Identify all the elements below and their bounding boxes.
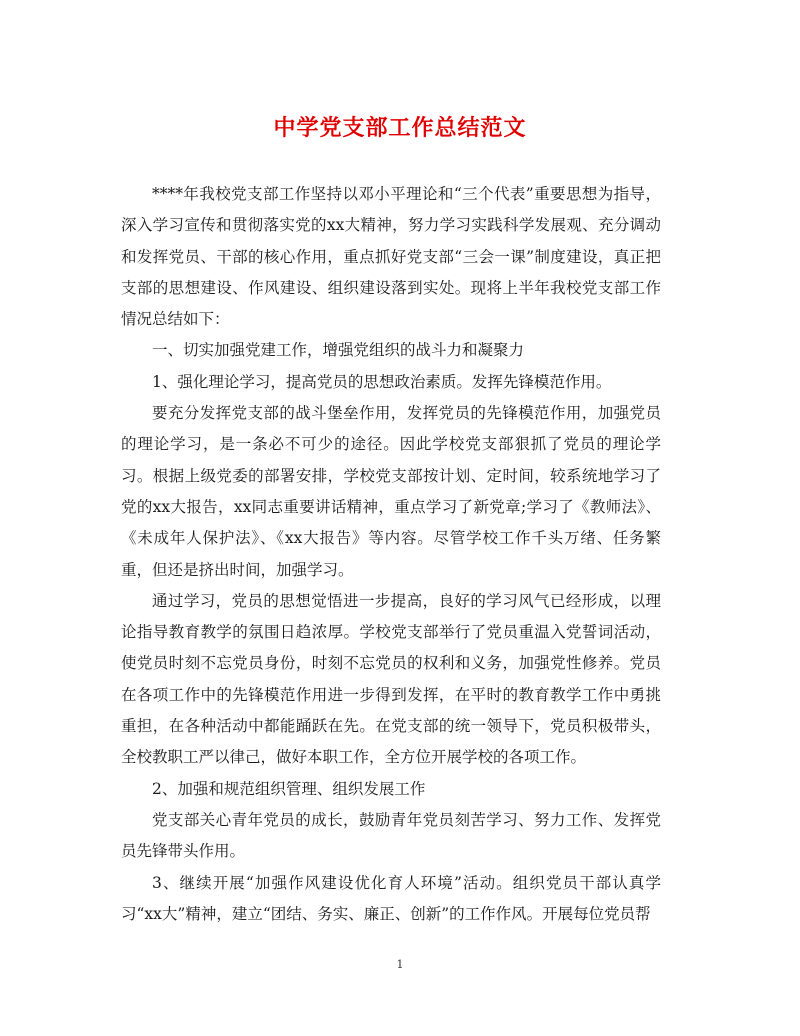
document-body	[121, 179, 661, 930]
paragraph-theory-study: 要充分发挥党支部的战斗堡垒作用，发挥党员的先锋模范作用，加强党员的理论学习，是一条必不可少的途径。因此学校党支部狠抓了党员的理论学习。根据上级党委的部署安排，学校党支部按计划、定时间，较系统地学习了党的xx大报告，xx同志重要讲话精神，重点学习了新党章;学习了《教师法》、《未成年人保护法》、《xx大报告》等内容。尽管学校工作千头万绪、任务繁重，但还是挤出时间，加强学习。	[121, 404, 661, 579]
paragraph-work-style: 3、继续开展“加强作风建设优化育人环境”活动。组织党员干部认真学习“xx大”精神，建立“团结、务实、廉正、创新”的工作作风。开展每位党员帮	[121, 873, 661, 923]
paragraph-intro: ****年我校党支部工作坚持以邓小平理论和“三个代表”重要思想为指导，深入学习宣传和贯彻落实党的xx大精神，努力学习实践科学发展观、充分调动和发挥党员、干部的核心作用，重点抓好党支部“三会一课”制度建设，真正把支部的思想建设、作风建设、组织建设落到实处。现将上半年我校党支部工作情况总结如下：	[121, 185, 661, 329]
page-number: 1	[396, 958, 404, 971]
section-heading-1: 一、切实加强党建工作，增强党组织的战斗力和凝聚力	[152, 341, 525, 360]
subsection-heading-1: 1、强化理论学习，提高党员的思想政治素质。发挥先锋模范作用。	[152, 372, 612, 391]
subsection-heading-2: 2、加强和规范组织管理、组织发展工作	[152, 779, 426, 798]
document-title: 中学党支部工作总结范文	[273, 115, 527, 141]
paragraph-study-results: 通过学习，党员的思想觉悟进一步提高，良好的学习风气已经形成，以理论指导教育教学的氛围日趋浓厚。学校党支部举行了党员重温入党誓词活动，使党员时刻不忘党员身份，时刻不忘党员的权利和义务，加强党性修养。党员在各项工作中的先锋模范作用进一步得到发挥，在平时的教育教学工作中勇挑重担，在各种活动中都能踊跃在先。在党支部的统一领导下，党员积极带头，全校教职工严以律己，做好本职工作，全方位开展学校的各项工作。	[121, 591, 661, 767]
paragraph-youth-members: 党支部关心青年党员的成长，鼓励青年党员刻苦学习、努力工作、发挥党员先锋带头作用。	[121, 810, 661, 861]
